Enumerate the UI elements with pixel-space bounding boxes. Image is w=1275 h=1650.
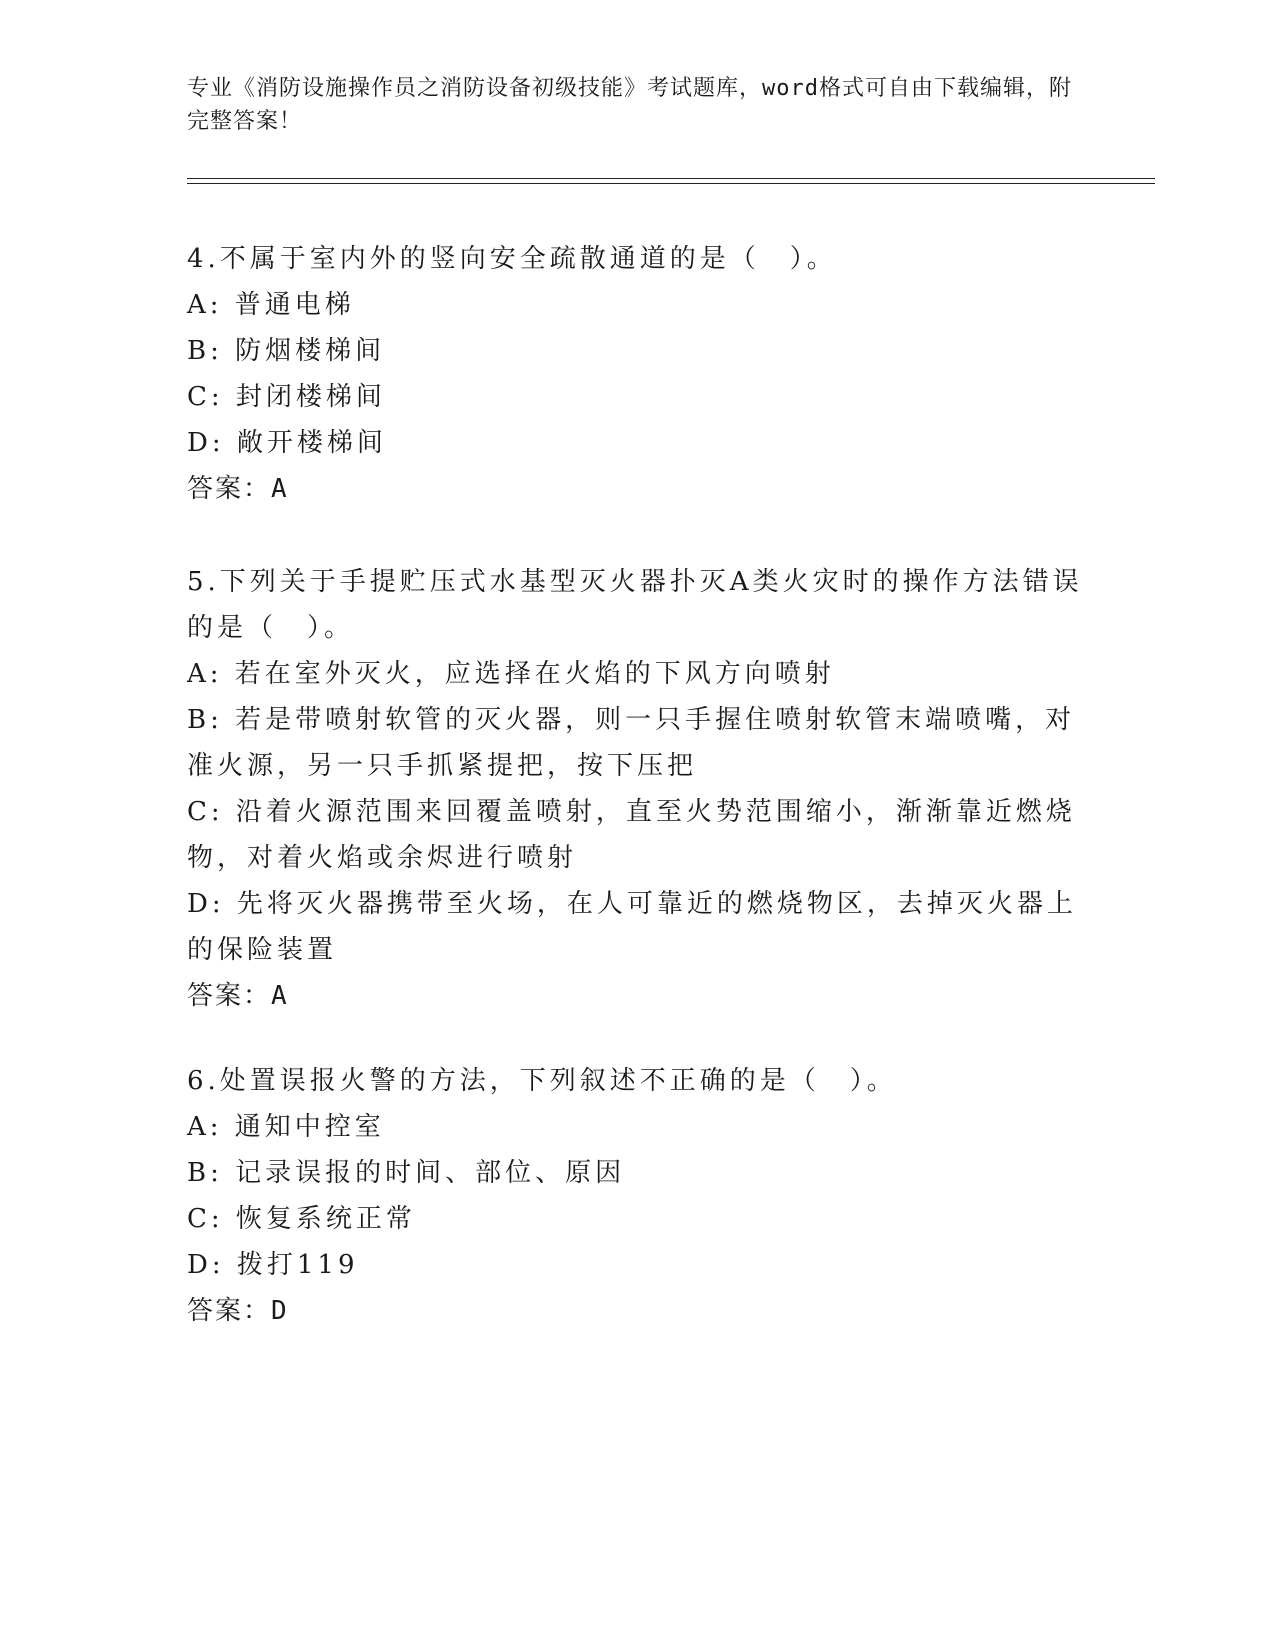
option-b: B: 记录误报的时间、部位、原因	[187, 1158, 626, 1188]
option-a: A: 通知中控室	[187, 1112, 385, 1142]
answer-value: D	[271, 1296, 289, 1326]
answer-value: A	[271, 474, 289, 504]
question-stem: 4.不属于室内外的竖向安全疏散通道的是（ ）。	[187, 244, 837, 274]
question-stem: 5.下列关于手提贮压式水基型灭火器扑灭A类火灾时的操作方法错误的是（ ）。	[187, 567, 1083, 643]
option-c: C: 恢复系统正常	[187, 1204, 416, 1234]
question-4	[187, 236, 1087, 512]
answer	[187, 466, 1087, 512]
option-a: A: 普通电梯	[187, 290, 355, 320]
answer-label: 答案：	[187, 474, 272, 504]
answer-value: A	[271, 981, 289, 1011]
option-d: D: 敞开楼梯间	[187, 428, 387, 458]
option-c: C: 沿着火源范围来回覆盖喷射，直至火势范围缩小，渐渐靠近燃烧物，对着火焰或余烬进行喷射	[187, 797, 1076, 873]
question-stem: 6.处置误报火警的方法，下列叙述不正确的是（ ）。	[187, 1066, 897, 1096]
header-divider-bottom	[187, 183, 1155, 184]
answer-label: 答案：	[187, 981, 272, 1011]
answer	[187, 1288, 1087, 1334]
option-d: D: 先将灭火器携带至火场，在人可靠近的燃烧物区，去掉灭火器上的保险装置	[187, 889, 1077, 965]
answer	[187, 973, 1087, 1019]
document-header: 专业《消防设施操作员之消防设备初级技能》考试题库，word格式可自由下载编辑，附完整答案！	[187, 76, 1072, 134]
header-divider-top	[187, 178, 1155, 179]
option-d: D: 拨打119	[187, 1250, 359, 1280]
option-c: C: 封闭楼梯间	[187, 382, 386, 412]
answer-label: 答案：	[187, 1296, 272, 1326]
option-b: B: 若是带喷射软管的灭火器，则一只手握住喷射软管末端喷嘴，对准火源，另一只手抓紧提把，按下压把	[187, 705, 1076, 781]
option-b: B: 防烟楼梯间	[187, 336, 386, 366]
option-a: A: 若在室外灭火，应选择在火焰的下风方向喷射	[187, 659, 835, 689]
question-6	[187, 1058, 1087, 1334]
question-5	[187, 559, 1087, 1019]
